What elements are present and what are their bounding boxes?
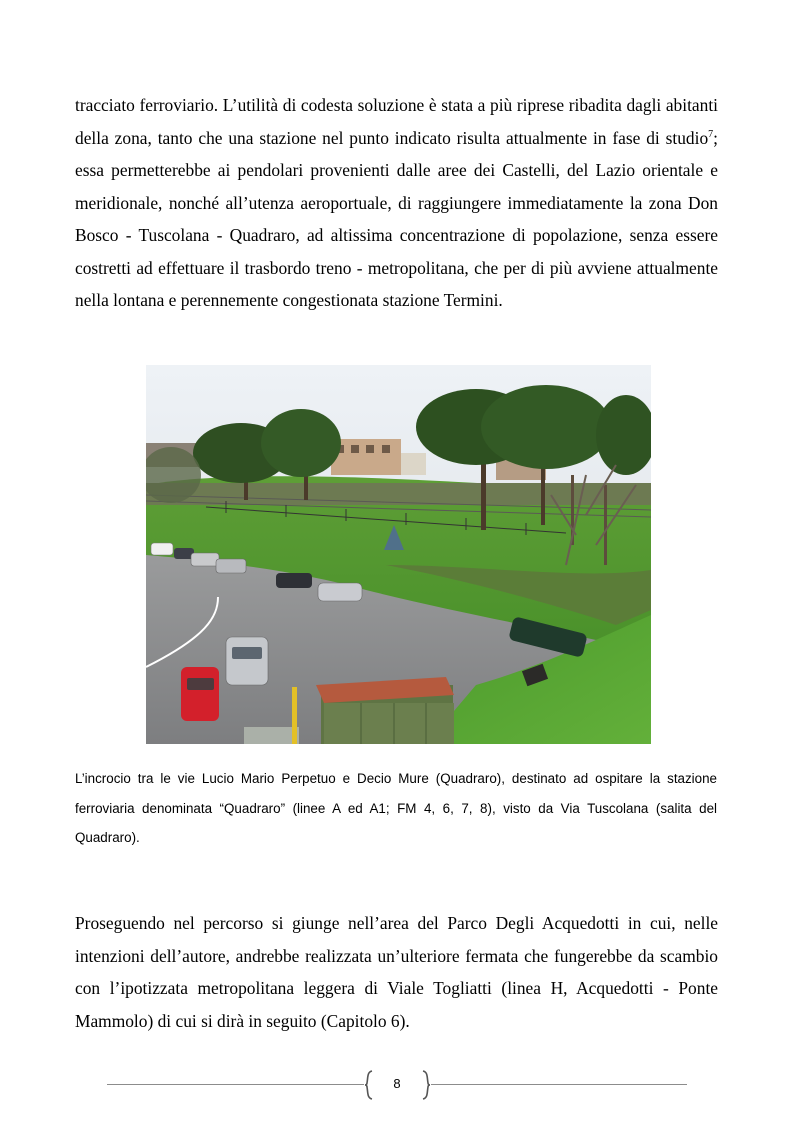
footnote-reference[interactable]: 7 [708, 128, 714, 140]
body-paragraph-2: Proseguendo nel percorso si giunge nell’area del Parco Degli Acquedotti in cui, nelle intenzioni dell’autore, andrebbe realizzata un’ulteriore fermata che fungerebbe da scambio con l’ipotizzata metropolitana leggera di Viale Togliatti (linea H, Acquedotti - Ponte Mammolo) di cui si dirà in seguito (Capitolo 6). [75, 913, 718, 1031]
body-paragraph-1 [75, 89, 718, 317]
page-number: 8 [393, 1076, 401, 1091]
footer-brace-left [364, 1070, 374, 1100]
footer-rule-right [431, 1084, 687, 1085]
footer-rule-left [107, 1084, 364, 1085]
figure-photo-quadraro-intersection [146, 365, 651, 744]
paragraph-text: tracciato ferroviario. L’utilità di codesta soluzione è stata a più riprese ribadita dagli abitanti della zona, tanto che una stazione nel punto indicato risulta attualmente in fase di studio [75, 95, 718, 148]
figure-caption: L’incrocio tra le vie Lucio Mario Perpetuo e Decio Mure (Quadraro), destinato ad ospitare la stazione ferroviaria denominata “Quadraro” (linee A ed A1; FM 4, 6, 7, 8), visto da Via Tuscolana (salita del Quadraro). [75, 771, 717, 845]
paragraph-text-continued: ; essa permetterebbe ai pendolari provenienti dalle aree dei Castelli, del Lazio orientale e meridionale, nonché all’utenza aeroportuale, di raggiungere immediatamente la zona Don Bosco - Tuscolana - Quadraro, ad altissima concentrazione di popolazione, senza essere costretti ad effettuare il trasbordo treno - metropolitana, che per di più avviene attualmente nella lontana e perennemente congestionata stazione Termini. [75, 127, 718, 310]
footer-brace-right [421, 1070, 431, 1100]
